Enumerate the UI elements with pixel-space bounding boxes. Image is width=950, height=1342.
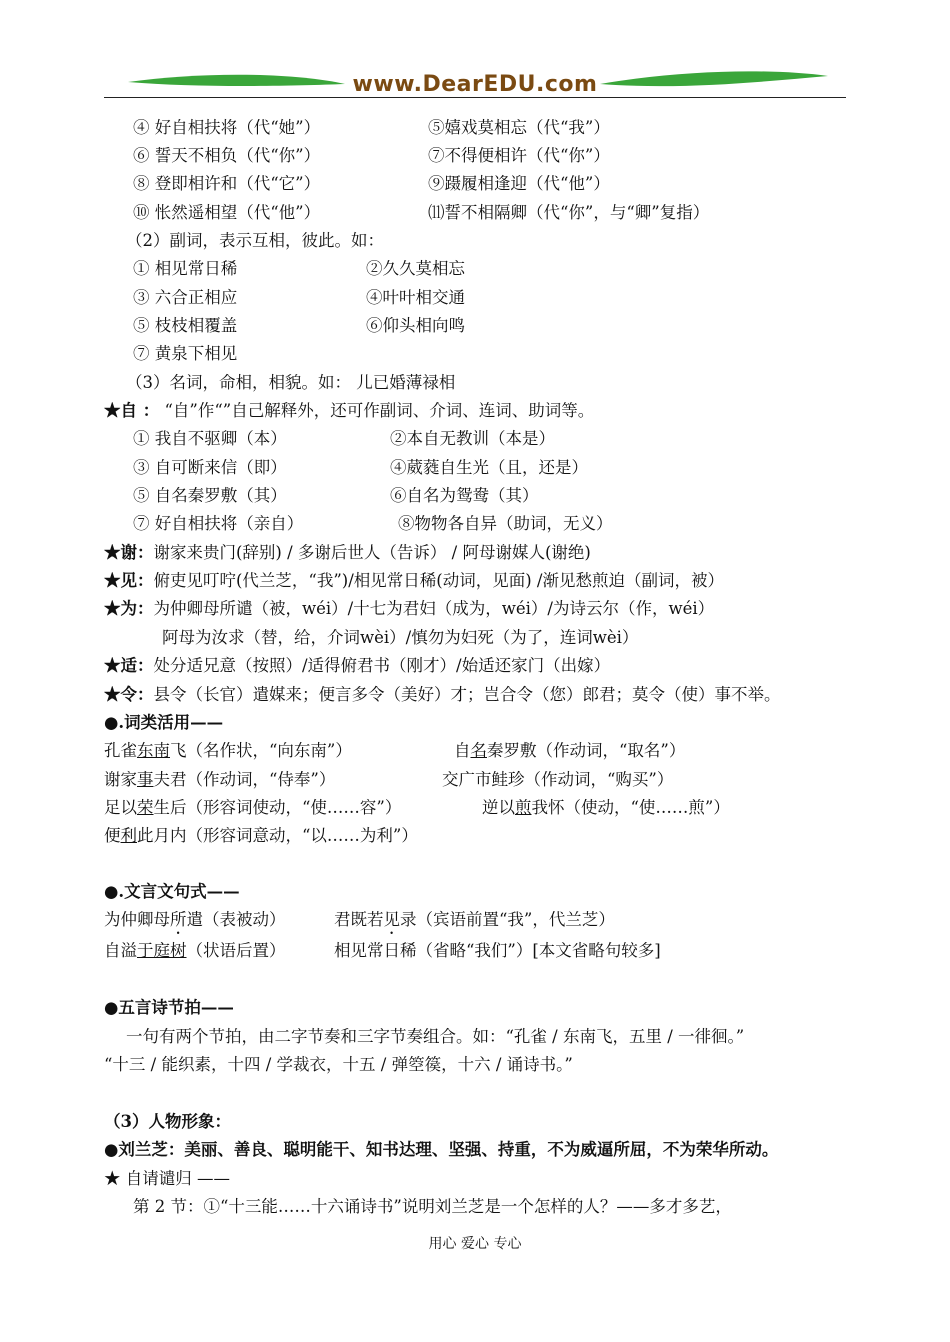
entry-head: ★令： — [104, 685, 154, 704]
line: ③ 六合正相应 — [133, 288, 238, 307]
line: ⑨蹑履相逢迎（代“他”） — [428, 174, 610, 193]
entry-text: “自”作“”自己解释外，还可作副词、介词、连词、助词等。 — [164, 401, 595, 420]
line: （3）名词，命相，相貌。如： 儿已婚薄禄相 — [126, 373, 456, 392]
entry-head: ★为： — [104, 599, 154, 618]
line: ⑥ 誓天不相负（代“你”） — [133, 146, 321, 165]
section-title: ●.词类活用—— — [104, 713, 224, 732]
entry-head: ★谢： — [104, 543, 154, 562]
line: ⑤ 自名秦罗敷（其） — [133, 486, 287, 505]
entry-head: ★自 ： — [104, 401, 160, 420]
line: ⑾誓不相隔卿（代“你”，与“卿”复指） — [428, 203, 710, 222]
footer-text: 用心 爱心 专心 — [428, 1236, 522, 1252]
example: 君既若见录（宾语前置“我”，代兰芝） — [334, 910, 615, 929]
character-summary: ●刘兰芝：美丽、善良、聪明能干、知书达理、坚强、持重，不为威逼所屈，不为荣华所动。 — [104, 1140, 779, 1159]
entry-xie — [104, 542, 591, 564]
line: （2）副词，表示互相，彼此。如： — [126, 231, 384, 250]
example: 自名秦罗敷（作动词，“取名”） — [454, 741, 686, 760]
section-title: （3）人物形象： — [104, 1112, 231, 1131]
example: 自溢于庭树（状语后置） — [104, 941, 286, 960]
example: 相见常日稀（省略“我们”）[本文省略句较多] — [334, 941, 661, 960]
line: ① 相见常日稀 — [133, 259, 238, 278]
line: ⑦ 黄泉下相见 — [133, 344, 238, 363]
question: 第 2 节：①“十三能……十六诵诗书”说明刘兰芝是一个怎样的人？——多才多艺， — [133, 1197, 732, 1216]
entry-zi — [104, 400, 594, 422]
line: ②本自无教训（本是） — [390, 429, 555, 448]
line: ④葳蕤自生光（且，还是） — [390, 458, 588, 477]
example: 足以荣生后（形容词使动，“使……容”） — [104, 798, 402, 817]
entry-text: 谢家来贵门(辞别) / 多谢后世人（告诉） / 阿母谢媒人(谢绝) — [153, 543, 591, 562]
line: ⑧物物各自异（助词，无义） — [398, 514, 613, 533]
entry-text: 俯吏见叮咛(代兰芝，“我”)/相见常日稀(动词，见面) /渐见愁煎迫（副词，被） — [153, 571, 724, 590]
line: ⑩ 怅然遥相望（代“他”） — [133, 203, 321, 222]
paragraph: 一句有两个节拍，由二字节奏和三字节奏组合。如：“孔雀 / 东南飞，五里 / 一徘徊。” — [126, 1027, 745, 1046]
entry-text: 为仲卿母所谴（被，wéi）/十七为君妇（成为，wéi）/为诗云尔（作，wéi） — [153, 599, 715, 618]
example: 为仲卿母所遣（表被动） — [104, 910, 286, 929]
line: ⑥仰头相向鸣 — [366, 316, 465, 335]
entry-head: ★见： — [104, 571, 154, 590]
line: ⑥自名为鸳鸯（其） — [390, 486, 539, 505]
example: 交广市鲑珍（作动词，“购买”） — [442, 770, 674, 789]
line: ④ 好自相扶将（代“她”） — [133, 118, 321, 137]
example: 孔雀东南飞（名作状，“向东南”） — [104, 741, 352, 760]
line: ⑤嬉戏莫相忘（代“我”） — [428, 118, 610, 137]
example: 逆以煎我怀（使动，“使……煎”） — [482, 798, 730, 817]
entry-wei — [104, 598, 714, 620]
entry-head: ★适： — [104, 656, 154, 675]
header-rule — [104, 97, 846, 98]
logo-text: www.DearEDU.com — [352, 72, 598, 97]
entry-jian — [104, 570, 724, 592]
entry-text: 县令（长官）遣媒来；便言多令（美好）才；岂合令（您）郎君；莫令（使）事不举。 — [153, 685, 781, 704]
line: ②久久莫相忘 — [366, 259, 465, 278]
entry-wei-cont: 阿母为汝求（替，给，介词wèi）/慎勿为妇死（为了，连词wèi） — [162, 628, 639, 647]
line: ④叶叶相交通 — [366, 288, 465, 307]
entry-text: 处分适兄意（按照）/适得俯君书（刚才）/始适还家门（出嫁） — [153, 656, 611, 675]
subheading: ★ 自请谴归 —— — [104, 1169, 230, 1188]
line: ⑦ 好自相扶将（亲自） — [133, 514, 304, 533]
example: 谢家事夫君（作动词，“侍奉”） — [104, 770, 336, 789]
entry-ling — [104, 684, 781, 706]
line: ⑦不得便相许（代“你”） — [428, 146, 610, 165]
paragraph: “十三 / 能织素，十四 / 学裁衣，十五 / 弹箜篌，十六 / 诵诗书。” — [104, 1055, 573, 1074]
line: ⑧ 登即相许和（代“它”） — [133, 174, 321, 193]
example: 便利此月内（形容词意动，“以……为利”） — [104, 826, 418, 845]
line: ① 我自不驱卿（本） — [133, 429, 287, 448]
section-title: ●五言诗节拍—— — [104, 998, 234, 1017]
line: ③ 自可断来信（即） — [133, 458, 287, 477]
section-title: ●.文言文句式—— — [104, 882, 240, 901]
line: ⑤ 枝枝相覆盖 — [133, 316, 238, 335]
entry-shi — [104, 655, 610, 677]
